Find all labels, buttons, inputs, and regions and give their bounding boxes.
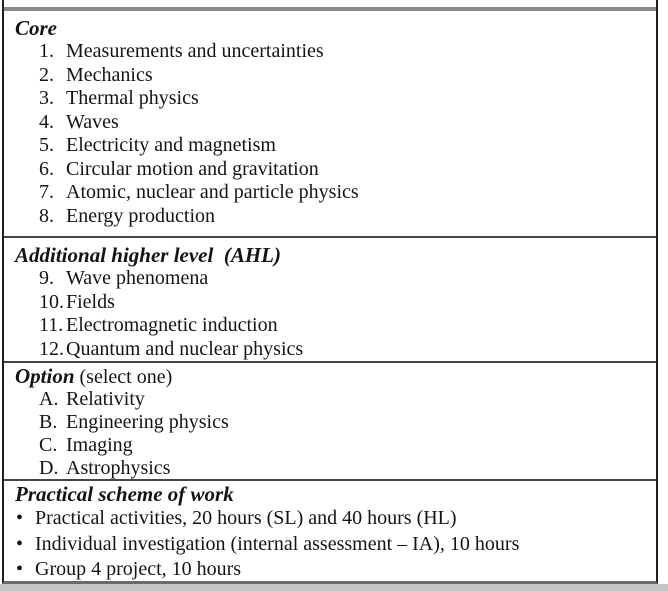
section-core: [4, 7, 656, 236]
bullet-icon: •: [16, 532, 24, 555]
item-label: Electricity and magnetism: [66, 134, 276, 156]
list-item: [4, 64, 656, 88]
practical-bullet-list: [4, 506, 656, 581]
list-item: [4, 434, 656, 457]
item-marker: 5.: [39, 134, 54, 156]
item-label: Relativity: [66, 388, 145, 410]
list-item: [4, 158, 656, 182]
item-marker: C.: [39, 434, 58, 456]
ahl-topic-list: [4, 267, 656, 361]
list-item: [4, 457, 656, 479]
list-item: [4, 267, 656, 291]
item-marker: B.: [39, 411, 58, 433]
item-marker: A.: [39, 388, 59, 410]
syllabus-table: [2, 0, 658, 584]
list-item: [4, 532, 656, 558]
section-ahl-title: [4, 244, 656, 267]
item-marker: 7.: [39, 181, 54, 203]
list-item: [4, 314, 656, 338]
item-label: Thermal physics: [66, 87, 199, 109]
item-label: Imaging: [66, 434, 133, 456]
list-item: [4, 205, 656, 229]
item-marker: 10.: [39, 290, 64, 313]
item-marker: 1.: [39, 40, 54, 62]
section-practical: [4, 479, 656, 581]
item-label: Waves: [66, 110, 119, 133]
list-item: [4, 181, 656, 205]
item-marker: 3.: [39, 87, 54, 109]
item-label: Practical activities, 20 hours (SL) and 40 hours (HL): [35, 507, 457, 529]
core-topic-list: [4, 40, 656, 228]
list-item: [4, 338, 656, 362]
item-marker: 11.: [39, 314, 64, 336]
section-core-title: [4, 17, 656, 40]
item-label: Astrophysics: [66, 457, 171, 479]
list-item: [4, 111, 656, 135]
list-item: [4, 134, 656, 158]
item-label: Electromagnetic induction: [66, 314, 278, 336]
list-item: [4, 291, 656, 315]
bullet-icon: •: [16, 558, 24, 580]
list-item: [4, 411, 656, 434]
bullet-icon: •: [16, 507, 24, 529]
page-bottom-margin: [0, 584, 668, 591]
section-title-text: Practical scheme of work: [15, 482, 234, 506]
section-title-suffix: (select one): [74, 366, 173, 388]
item-marker: 9.: [39, 267, 54, 289]
list-item: [4, 506, 656, 532]
option-topic-list: [4, 388, 656, 479]
section-option: [4, 361, 656, 479]
item-marker: 4.: [39, 110, 54, 133]
section-title-text: Core: [15, 16, 57, 40]
item-marker: 12.: [39, 337, 64, 360]
item-label: Energy production: [66, 204, 216, 227]
item-label: Circular motion and gravitation: [66, 157, 319, 180]
section-title-text: Additional higher level (AHL): [15, 243, 281, 267]
item-label: Group 4 project, 10 hours: [35, 558, 242, 580]
item-label: Quantum and nuclear physics: [66, 337, 304, 360]
item-label: Wave phenomena: [66, 267, 209, 289]
item-marker: 2.: [39, 63, 54, 86]
section-option-title: [4, 365, 656, 388]
item-marker: D.: [39, 457, 59, 479]
item-label: Mechanics: [66, 63, 153, 86]
section-ahl: [4, 236, 656, 361]
item-label: Measurements and uncertainties: [66, 40, 324, 62]
previous-row-edge: [4, 0, 656, 7]
item-label: Individual investigation (internal assessment – IA), 10 hours: [35, 532, 520, 555]
list-item: [4, 40, 656, 64]
section-title-text: Option: [15, 364, 75, 388]
item-label: Fields: [66, 290, 115, 313]
list-item: [4, 87, 656, 111]
item-label: Engineering physics: [66, 411, 229, 433]
item-marker: 6.: [39, 157, 54, 180]
item-marker: 8.: [39, 204, 54, 227]
section-practical-title: [4, 483, 656, 506]
list-item: [4, 388, 656, 411]
list-item: [4, 557, 656, 581]
item-label: Atomic, nuclear and particle physics: [66, 181, 359, 203]
